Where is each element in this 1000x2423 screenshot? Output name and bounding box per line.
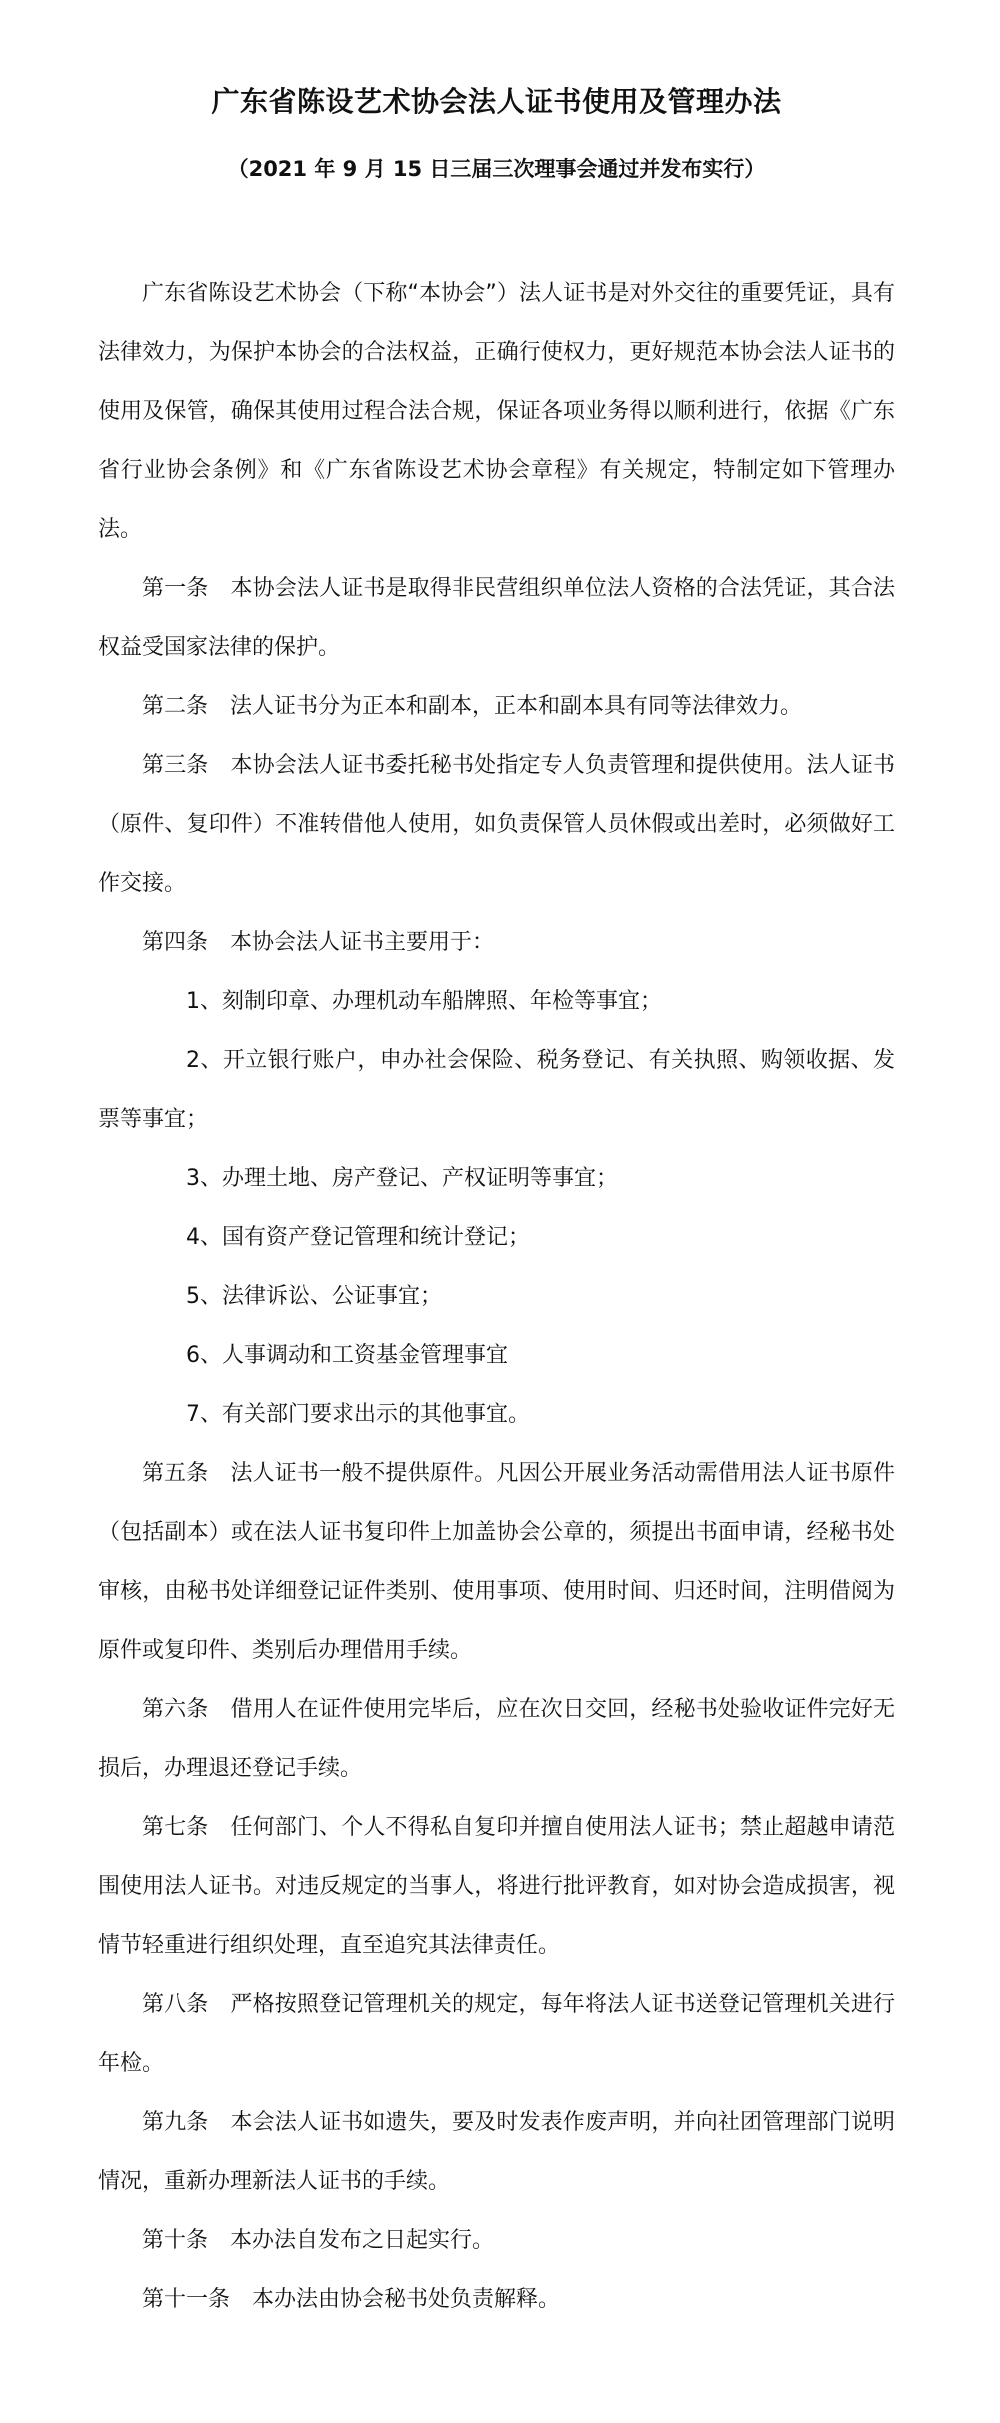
article-4 xyxy=(98,913,895,972)
article-11 xyxy=(98,2270,895,2329)
article-1 xyxy=(98,559,895,677)
use-item-3: 3、办理土地、房产登记、产权证明等事宜； xyxy=(186,1166,618,1191)
article-label: 第三条 xyxy=(142,753,209,778)
article-label: 第十一条 xyxy=(142,2287,231,2312)
article-label: 第五条 xyxy=(142,1461,209,1486)
article-label: 第六条 xyxy=(142,1697,209,1722)
article-text: 严格按照登记管理机关的规定，每年将法人证书送登记管理机关进行年检。 xyxy=(98,1992,895,2076)
article-label: 第八条 xyxy=(142,1992,209,2017)
article-label: 第二条 xyxy=(142,694,209,719)
article-text: 本办法由协会秘书处负责解释。 xyxy=(252,2287,561,2312)
article-text: 本会法人证书如遗失，要及时发表作废声明，并向社团管理部门说明情况，重新办理新法人证书的手续。 xyxy=(98,2110,895,2194)
intro-paragraph: 广东省陈设艺术协会（下称“本协会”）法人证书是对外交往的重要凭证，具有法律效力，为保护本协会的合法权益，正确行使权力，更好规范本协会法人证书的使用及保管，确保其使用过程合法合规，保证各项业务得以顺利进行，依据《广东省行业协会条例》和《广东省陈设艺术协会章程》有关规定，特制定如下管理办法。 xyxy=(98,281,895,542)
article-label: 第四条 xyxy=(142,930,209,955)
article-text: 本办法自发布之日起实行。 xyxy=(230,2228,495,2253)
article-text: 法人证书一般不提供原件。凡因公开展业务活动需借用法人证书原件（包括副本）或在法人证书复印件上加盖协会公章的，须提出书面申请，经秘书处审核，由秘书处详细登记证件类别、使用事项、使用时间、归还时间，注明借阅为原件或复印件、类别后办理借用手续。 xyxy=(98,1461,895,1663)
article-text: 任何部门、个人不得私自复印并擅自使用法人证书；禁止超越申请范围使用法人证书。对违反规定的当事人，将进行批评教育，如对协会造成损害，视情节轻重进行组织处理，直至追究其法律责任。 xyxy=(98,1815,895,1958)
article-label: 第一条 xyxy=(142,576,209,601)
article-text: 法人证书分为正本和副本，正本和副本具有同等法律效力。 xyxy=(230,694,803,719)
article-10 xyxy=(98,2211,895,2270)
document-body xyxy=(98,264,895,2329)
article-7 xyxy=(98,1798,895,1975)
article-6 xyxy=(98,1680,895,1798)
article-9 xyxy=(98,2093,895,2211)
article-text: 本协会法人证书委托秘书处指定专人负责管理和提供使用。法人证书（原件、复印件）不准转借他人使用，如负责保管人员休假或出差时，必须做好工作交接。 xyxy=(98,753,895,896)
article-label: 第十条 xyxy=(142,2228,209,2253)
article-5 xyxy=(98,1444,895,1680)
article-text: 借用人在证件使用完毕后，应在次日交回，经秘书处验收证件完好无损后，办理退还登记手续。 xyxy=(98,1697,895,1781)
article-text: 本协会法人证书是取得非民营组织单位法人资格的合法凭证，其合法权益受国家法律的保护。 xyxy=(98,576,895,660)
article-label: 第九条 xyxy=(142,2110,209,2135)
document-title: 广东省陈设艺术协会法人证书使用及管理办法 xyxy=(211,85,782,118)
use-item-2: 2、开立银行账户，申办社会保险、税务登记、有关执照、购领收据、发票等事宜； xyxy=(98,1048,895,1132)
article-label: 第七条 xyxy=(142,1815,209,1840)
document-subtitle: （2021 年 9 月 15 日三届三次理事会通过并发布实行） xyxy=(227,157,766,181)
article-text: 本协会法人证书主要用于： xyxy=(230,930,495,955)
article-2 xyxy=(98,677,895,736)
use-item-6: 6、人事调动和工资基金管理事宜 xyxy=(186,1343,508,1368)
use-item-5: 5、法律诉讼、公证事宜； xyxy=(186,1284,442,1309)
use-item-7: 7、有关部门要求出示的其他事宜。 xyxy=(186,1402,530,1427)
article-3 xyxy=(98,736,895,913)
use-item-4: 4、国有资产登记管理和统计登记； xyxy=(186,1225,530,1250)
article-8 xyxy=(98,1975,895,2093)
use-item-1: 1、刻制印章、办理机动车船牌照、年检等事宜； xyxy=(186,989,662,1014)
